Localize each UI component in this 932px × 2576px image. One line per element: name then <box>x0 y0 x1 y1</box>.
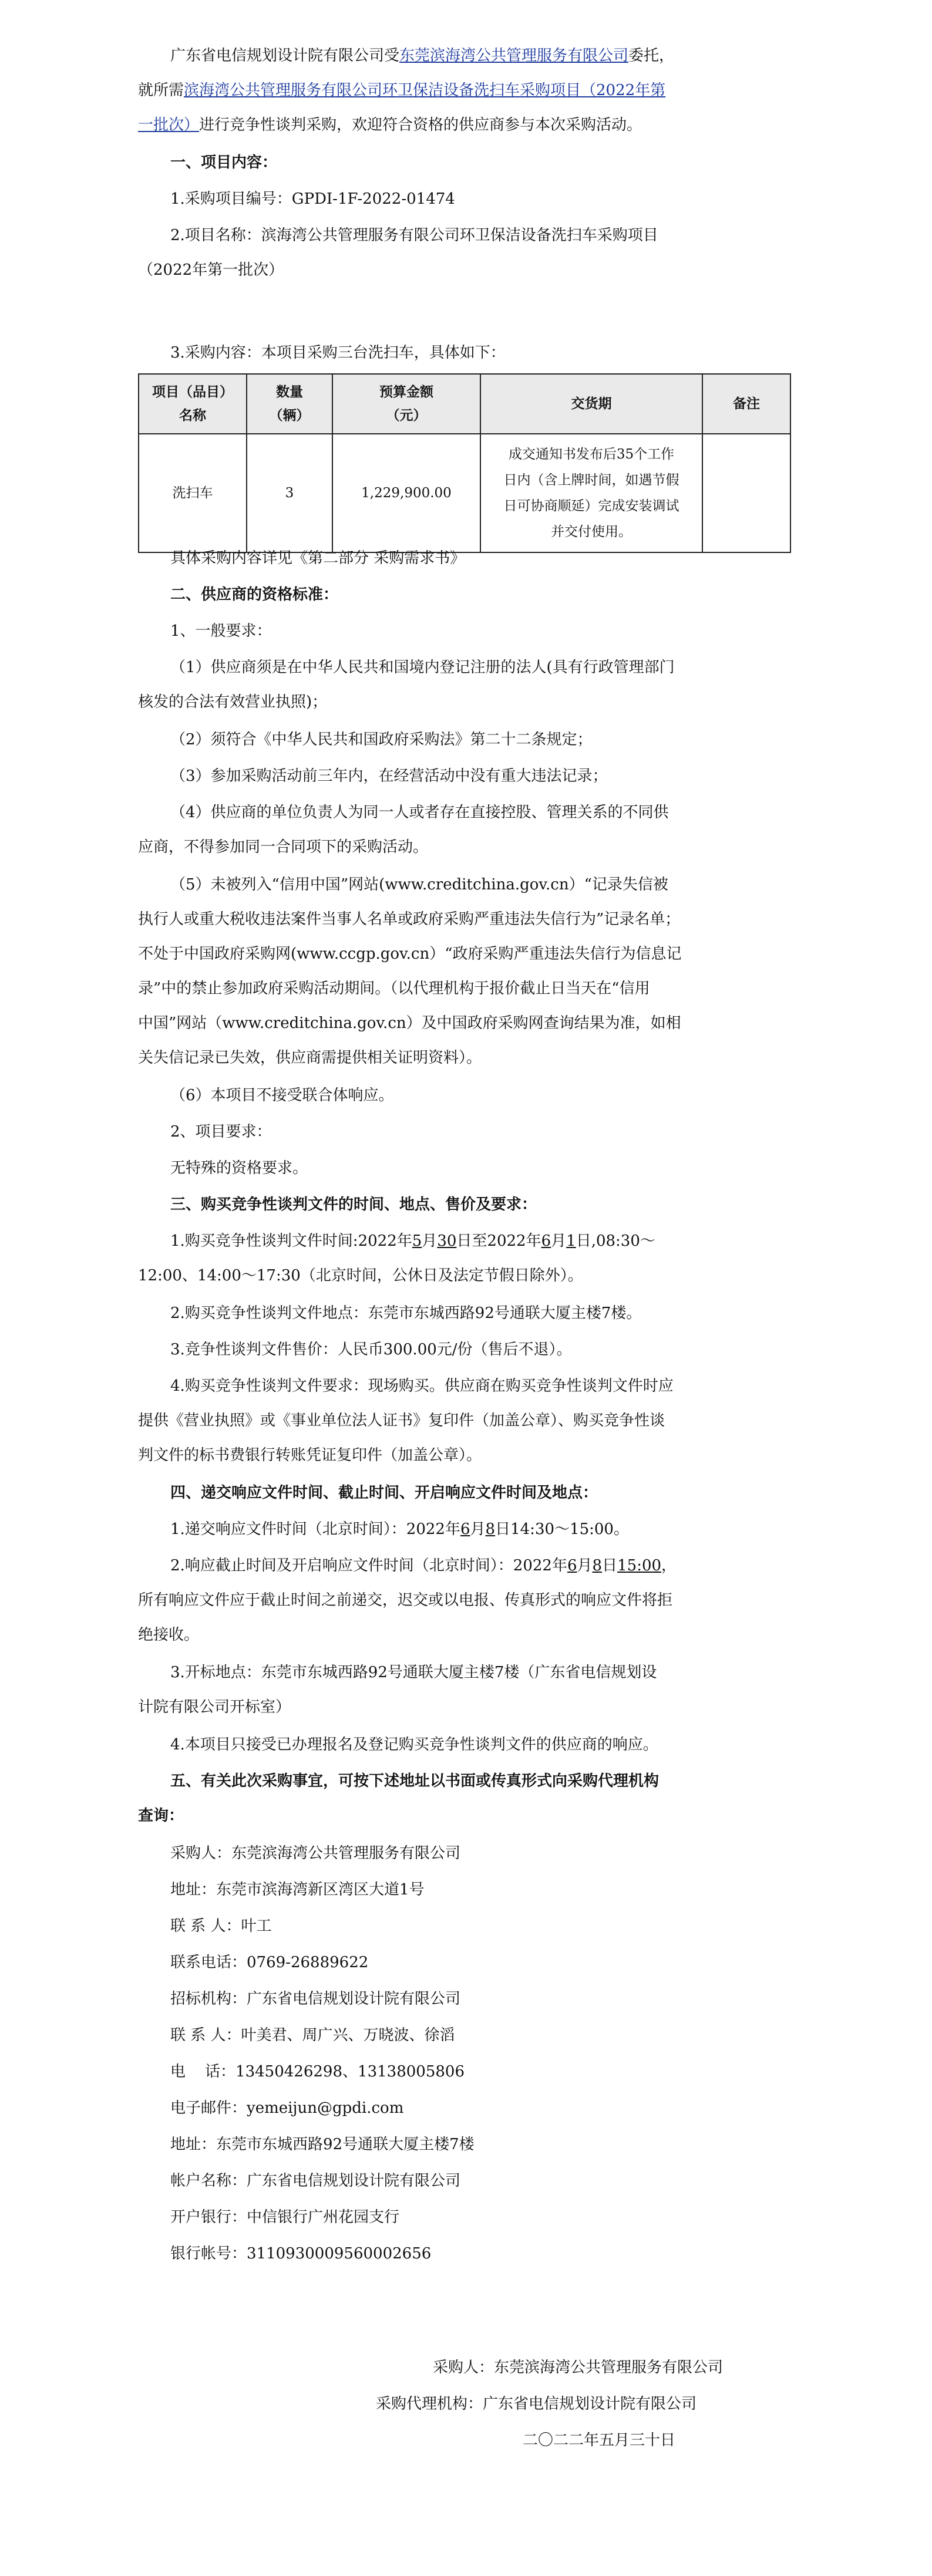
contact-agency: 招标机构：广东省电信规划设计院有限公司 <box>170 1990 461 2008</box>
cell-item-name: 洗扫车 <box>139 434 247 552</box>
opening-location-line-2: 计院有限公司开标室） <box>138 1698 291 1716</box>
no-special-requirements: 无特殊的资格要求。 <box>170 1159 308 1177</box>
cell-quantity: 3 <box>247 434 332 552</box>
contact-purchaser-person: 联 系 人：叶工 <box>170 1917 272 1935</box>
contact-purchaser-phone: 联系电话：0769-26889622 <box>170 1954 369 1971</box>
project-name-line-2: （2022年第一批次） <box>138 261 284 279</box>
contact-agency-persons: 联 系 人：叶美君、周广兴、万晓波、徐滔 <box>170 2027 455 2044</box>
contact-agency-address: 地址：东莞市东城西路92号通联大厦主楼7楼 <box>170 2136 475 2153</box>
criteria-5-line-2: 执行人或重大税收违法案件当事人名单或政府采购严重违法失信行为”记录名单； <box>138 911 681 928</box>
table-header-row <box>139 374 790 434</box>
intro-text: 就所需 <box>138 82 184 99</box>
purchase-time-line-1: 1.购买竞争性谈判文件时间:2022年5月30日至2022年6月1日,08:30～ <box>170 1232 655 1250</box>
header-delivery: 交货期 <box>480 374 702 434</box>
purchase-time-line-2: 12:00、14:00～17:30（北京时间，公休日及法定节假日除外）。 <box>138 1267 583 1284</box>
section-5-title-line-1: 五、有关此次采购事宜，可按下述地址以书面或传真形式向采购代理机构 <box>170 1772 660 1790</box>
criteria-5-line-3: 不处于中国政府采购网(www.ccgp.gov.cn）“政府采购严重违法失信行为信息记 <box>138 945 682 963</box>
criteria-1-line-2: 核发的合法有效营业执照)； <box>138 693 328 711</box>
deadline-line-1: 2.响应截止时间及开启响应文件时间（北京时间）：2022年6月8日15:00， <box>170 1557 677 1574</box>
purchase-requirements-line-1: 4.购买竞争性谈判文件要求：现场购买。供应商在购买竞争性谈判文件时应 <box>170 1377 674 1395</box>
contact-agency-phone: 电 话：13450426298、13138005806 <box>170 2063 465 2081</box>
document-price: 3.竞争性谈判文件售价：人民币300.00元/份（售后不退）。 <box>170 1341 572 1358</box>
intro-text: 委托， <box>628 47 675 65</box>
criteria-1-line-1: （1）供应商须是在中华人民共和国境内登记注册的法人(具有行政管理部门 <box>170 659 675 676</box>
criteria-5-line-5: 中国”网站（www.creditchina.gov.cn）及中国政府采购网查询结果为准，如相 <box>138 1014 681 1032</box>
intro-text: 广东省电信规划设计院有限公司受 <box>170 47 400 65</box>
bank-name: 开户银行：中信银行广州花园支行 <box>170 2209 400 2226</box>
procurement-table <box>138 373 791 553</box>
purchase-requirements-line-2: 提供《营业执照》或《事业单位法人证书》复印件（加盖公章）、购买竞争性谈 <box>138 1412 665 1429</box>
opening-location-line-1: 3.开标地点：东莞市东城西路92号通联大厦主楼7楼（广东省电信规划设 <box>170 1664 657 1681</box>
project-name-line-1: 2.项目名称：滨海湾公共管理服务有限公司环卫保洁设备洗扫车采购项目 <box>170 227 658 244</box>
signature-agency: 采购代理机构：广东省电信规划设计院有限公司 <box>376 2395 697 2413</box>
registration-note: 4.本项目只接受已办理报名及登记购买竞争性谈判文件的供应商的响应。 <box>170 1736 658 1754</box>
criteria-5-line-6: 关失信记录已失效，供应商需提供相关证明资料）。 <box>138 1049 482 1067</box>
contact-purchaser-address: 地址：东莞市滨海湾新区湾区大道1号 <box>170 1881 425 1899</box>
project-name-underlined: 一批次） <box>138 116 200 134</box>
signature-purchaser: 采购人：东莞滨海湾公共管理服务有限公司 <box>433 2359 724 2376</box>
section-4-title: 四、递交响应文件时间、截止时间、开启响应文件时间及地点： <box>170 1484 598 1502</box>
criteria-5-line-1: （5）未被列入“信用中国”网站(www.creditchina.gov.cn）“记录失信被 <box>170 876 668 893</box>
purchaser-name-underlined: 东莞滨海湾公共管理服务有限公司 <box>399 47 629 65</box>
submission-time: 1.递交响应文件时间（北京时间）：2022年6月8日14:30～15:00。 <box>170 1520 629 1538</box>
deadline-line-3: 绝接收。 <box>138 1626 200 1644</box>
section-2-title: 二、供应商的资格标准： <box>170 586 339 603</box>
criteria-2: （2）须符合《中华人民共和国政府采购法》第二十二条规定； <box>170 731 593 748</box>
purchase-requirements-line-3: 判文件的标书费银行转账凭证复印件（加盖公章）。 <box>138 1447 482 1464</box>
criteria-4-line-2: 应商，不得参加同一合同项下的采购活动。 <box>138 838 429 856</box>
bank-account: 银行帐号：3110930009560002656 <box>170 2245 432 2263</box>
general-requirements: 1、一般要求： <box>170 622 272 640</box>
criteria-6: （6）本项目不接受联合体响应。 <box>170 1087 394 1104</box>
header-item-name: 项目（品目） 名称 <box>139 374 247 434</box>
header-remark: 备注 <box>702 374 790 434</box>
account-name: 帐户名称：广东省电信规划设计院有限公司 <box>170 2172 461 2190</box>
project-requirements: 2、项目要求： <box>170 1123 272 1141</box>
section-3-title: 三、购买竞争性谈判文件的时间、地点、售价及要求： <box>170 1196 537 1213</box>
contact-purchaser: 采购人：东莞滨海湾公共管理服务有限公司 <box>170 1845 461 1862</box>
header-quantity: 数量 （辆） <box>247 374 332 434</box>
cell-remark <box>702 434 790 552</box>
criteria-4-line-1: （4）供应商的单位负责人为同一人或者存在直接控股、管理关系的不同供 <box>170 804 669 821</box>
intro-line-3 <box>138 117 642 133</box>
signature-date: 二〇二二年五月三十日 <box>523 2432 676 2449</box>
cell-delivery: 成交通知书发布后35个工作 日内（含上牌时间，如遇节假 日可协商顺延）完成安装调试 并交付使用。 <box>480 434 702 552</box>
project-name-underlined: 滨海湾公共管理服务有限公司环卫保洁设备洗扫车采购项目（2022年第 <box>184 82 666 99</box>
cell-budget: 1,229,900.00 <box>332 434 480 552</box>
deadline-line-2: 所有响应文件应于截止时间之前递交，迟交或以电报、传真形式的响应文件将拒 <box>138 1592 673 1609</box>
intro-line-1 <box>170 48 674 63</box>
section-1-title: 一、项目内容： <box>170 154 278 171</box>
intro-text: 进行竞争性谈判采购，欢迎符合资格的供应商参与本次采购活动。 <box>199 116 642 134</box>
project-number: 1.采购项目编号：GPDI-1F-2022-01474 <box>170 190 455 208</box>
header-budget: 预算金额 （元） <box>332 374 480 434</box>
contact-email: 电子邮件：yemeijun@gpdi.com <box>170 2099 404 2117</box>
criteria-3: （3）参加采购活动前三年内，在经营活动中没有重大违法记录； <box>170 767 608 785</box>
section-5-title-line-2: 查询： <box>138 1807 184 1825</box>
procurement-content: 3.采购内容：本项目采购三台洗扫车，具体如下： <box>170 344 506 362</box>
table-row <box>139 434 790 552</box>
procurement-detail-ref: 具体采购内容详见《第二部分 采购需求书》 <box>170 549 466 567</box>
purchase-location: 2.购买竞争性谈判文件地点：东莞市东城西路92号通联大厦主楼7楼。 <box>170 1304 642 1322</box>
intro-line-2 <box>138 83 665 98</box>
criteria-5-line-4: 录”中的禁止参加政府采购活动期间。（以代理机构于报价截止日当天在“信用 <box>138 980 650 997</box>
